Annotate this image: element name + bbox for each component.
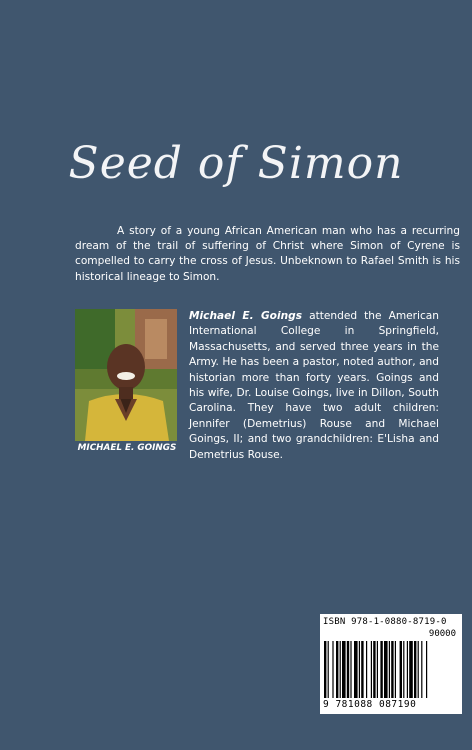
barcode-bar (336, 641, 338, 698)
barcode-bar (418, 641, 419, 698)
barcode-bar (409, 641, 413, 698)
author-bio-name: Michael E. Goings (189, 310, 303, 322)
author-photo-caption: MICHAEL E. GOINGS (77, 443, 177, 453)
barcode-bar (328, 641, 329, 698)
barcode-bar (354, 641, 358, 698)
barcode-bar (407, 641, 408, 698)
isbn-barcode (320, 614, 462, 714)
book-title: Seed of Simon (68, 138, 404, 189)
barcode-bar (324, 641, 326, 698)
barcode-bar (347, 641, 349, 698)
barcode-bar (380, 641, 382, 698)
barcode-bar (377, 641, 378, 698)
barcode-bar (403, 641, 404, 698)
barcode-bar (395, 641, 396, 698)
barcode-bar (391, 641, 393, 698)
barcode-bars (324, 641, 458, 698)
barcode-bar (350, 641, 351, 698)
barcode-bar (373, 641, 375, 698)
barcode-bar (340, 641, 341, 698)
barcode-bar (366, 641, 367, 698)
barcode-bar (414, 641, 416, 698)
book-blurb: A story of a young African American man who has a recurring dream of the trail of suffering of Christ where Simon of Cyrene is compelled to carry the cross of Jesus. Unbeknown to Rafael Smith is his historical lineage to Simon. (75, 225, 460, 283)
barcode-bar (371, 641, 372, 698)
author-bio-text: attended the American International College in Springfield, Massachusetts, and served three years in the Army. He has been a pastor, noted author, and historian more than forty years. Goings and his wife, Dr. Louise Goings, live in Dillon, South Carolina. They have two adult children: Jennifer (Demetrius) Rouse and Michael Goings, II; and two grandchildren: E'Lisha and Demetrius Rouse. (189, 310, 439, 461)
barcode-bar (426, 641, 427, 698)
barcode-bar (389, 641, 390, 698)
price-code: 90000 (428, 629, 456, 639)
barcode-bar (361, 641, 363, 698)
barcode-bar (384, 641, 388, 698)
barcode-bar (359, 641, 360, 698)
isbn-label: ISBN 978-1-0880-8719-0 (323, 617, 447, 627)
author-bio (189, 309, 439, 463)
barcode-bar (400, 641, 402, 698)
author-photo (75, 309, 177, 441)
barcode-bar (332, 641, 333, 698)
barcode-bar (342, 641, 346, 698)
barcode-digits: 9 781088 087190 (323, 699, 417, 710)
barcode-bar (421, 641, 422, 698)
